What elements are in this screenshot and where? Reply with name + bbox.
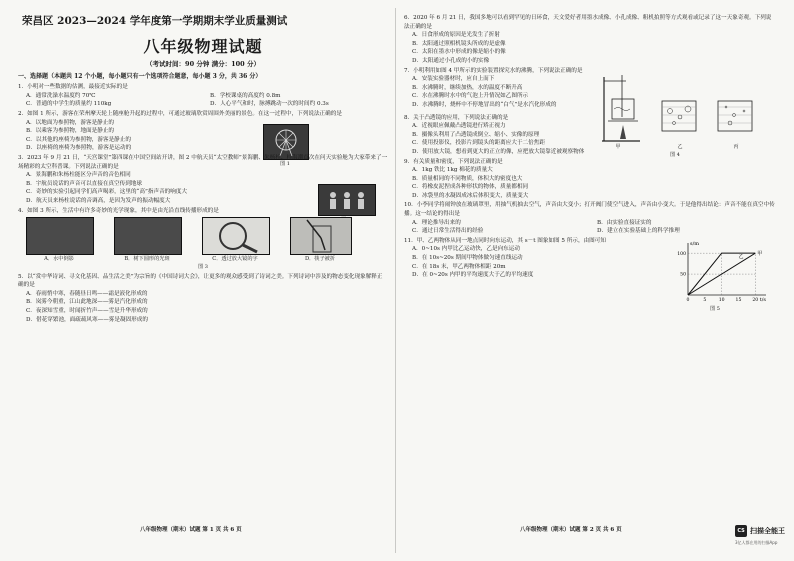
st-graph bbox=[672, 241, 772, 305]
exam-title: 荣昌区 2023—2024 学年度第一学期期末学业质量测试 bbox=[22, 15, 288, 27]
question-5 bbox=[18, 273, 388, 325]
option-b: B．以乘客为参照物，地面是静止的 bbox=[26, 128, 115, 135]
option-a: A．0~10s 内甲比乙运动快，乙是向东运动 bbox=[412, 246, 520, 253]
question-11 bbox=[404, 237, 776, 312]
question-stem: 9．有关质量和密度，下列说法正确的是 bbox=[404, 158, 503, 165]
astronauts-icon bbox=[323, 188, 371, 212]
option-b: B．在 10s~20s 期间甲物体做匀速直线运动 bbox=[412, 255, 523, 262]
camscanner-logo-icon: CS bbox=[735, 525, 747, 537]
option-b: B．由实验直接证实的 bbox=[597, 219, 652, 226]
y-tick-label: 50 bbox=[680, 272, 686, 278]
page-footer-2: 八年级物理（期末）试题 第 2 页 共 6 页 bbox=[520, 527, 622, 533]
question-stem: 11．甲、乙两物体从同一地点同时向东运动，其 s－t 图象如图 5 所示，由图可知 bbox=[404, 237, 606, 244]
figure-caption: 图 3 bbox=[198, 264, 208, 271]
option-b: B．宇航员说话的声音可以直接在真空传到地球 bbox=[26, 180, 142, 187]
x-tick-label: 0 bbox=[686, 297, 690, 303]
option-a: A．景海鹏和朱杨柱能区分声音的音色相同 bbox=[26, 172, 131, 179]
option-d: D．使用放大镜，想看到更大的正立的像，应把放大镜靠近被观察物体 bbox=[412, 148, 585, 155]
figure-caption: 图 1 bbox=[280, 160, 290, 167]
option-a: A．理论推导出来的 bbox=[412, 219, 461, 226]
option-c: C．奇妙的实验引起同学们高声喝彩，这里的“高”指声音的响度大 bbox=[26, 189, 188, 196]
option-a: A．安装实验器材时，应自上而下 bbox=[412, 76, 495, 83]
exam-subtitle: 八年级物理试题 bbox=[143, 37, 263, 56]
option-c: C．使用投影仪，投影片到镜头的距离应大于二倍焦距 bbox=[412, 140, 545, 147]
question-10 bbox=[404, 201, 776, 235]
option-b: B．水沸腾时，继续加热，水的温度不断升高 bbox=[412, 84, 523, 91]
option-d: D．在 0~20s 内甲的平均速度大于乙的平均速度 bbox=[412, 272, 534, 279]
photo-row bbox=[26, 217, 388, 263]
water-reflection-photo bbox=[26, 217, 94, 255]
option-c: C．以其他的座椅为参照物，游客是静止的 bbox=[26, 136, 131, 143]
magnifier-photo bbox=[202, 217, 270, 255]
option-b: B．岚雾今朝重，江山此地深——雾是汽化形成的 bbox=[26, 299, 148, 306]
x-tick-label: 15 bbox=[735, 297, 742, 303]
option-d: D．冰袋里的水凝固成冰后体积变大，质量变大 bbox=[412, 192, 529, 199]
option-a: A．水中倒影 bbox=[44, 256, 74, 263]
question-stem: 1．小明对一些数据的估测，最接近实际的是 bbox=[18, 84, 128, 91]
exam-page-2 bbox=[404, 14, 776, 514]
question-4 bbox=[18, 207, 388, 272]
option-c: C．夜深知雪重，时闻折竹声——雪是升华形成的 bbox=[26, 308, 148, 315]
question-stem: 4．如图 3 所示，生活中有许多奇妙的光学现象，其中是由光沿直线传播形成的是 bbox=[18, 207, 219, 214]
option-c: C．透过放大镜的字 bbox=[212, 256, 258, 263]
question-stem: 10．小李同学将闹钟放在玻璃罩里，用抽气机抽去空气，声音由大变小；打开阀门使空气进入，声音由小变大。于是他得出结论：声音不能在真空中传播。这一结论的得出是 bbox=[404, 202, 775, 218]
option-d: D．人心平气和时，脉搏跳动一次的时间约 0.3s bbox=[210, 101, 329, 108]
figure-caption: 图 5 bbox=[710, 305, 720, 312]
option-c: C．水在沸腾时水中的气泡上升情况如乙图所示 bbox=[412, 93, 529, 100]
y-axis-label: s/m bbox=[690, 240, 699, 247]
watermark-subtext: 3亿人都在用的扫描App bbox=[735, 540, 778, 545]
option-b: B．太阳通过照相机镜头所成的是虚像 bbox=[412, 40, 506, 47]
astronauts-photo bbox=[318, 184, 376, 216]
y-tick-label: 100 bbox=[677, 251, 686, 257]
question-stem: 7．小明利用如图 4 甲所示的实验装置探究水的沸腾，下列说法正确的是 bbox=[404, 67, 583, 74]
option-c: C．通过日常生活得出的经验 bbox=[412, 228, 484, 235]
option-c: C．将橡皮泥捏成各种形状的物体，质量都相同 bbox=[412, 184, 529, 191]
question-stem: 6．2020 年 6 月 21 日，我国多地可以看到罕见的日环食，天文爱好者用墨水成像、小孔成像、粗机拍照等方式观看或记录了这一天象奇观。下列说法正确的是 bbox=[404, 15, 772, 30]
option-a: A．1kg 铁比 1kg 棉花的质量大 bbox=[412, 167, 493, 174]
option-a: A．日食形成的原因是光发生了折射 bbox=[412, 32, 500, 39]
option-c: C．在 18s 末，甲乙两物体相距 20m bbox=[412, 263, 506, 270]
x-axis-label: t/s bbox=[759, 296, 766, 303]
x-tick-label: 5 bbox=[703, 297, 707, 303]
watermark-text: 扫描全能王 bbox=[750, 527, 785, 535]
series-label-0: 甲 bbox=[757, 251, 763, 258]
x-tick-label: 10 bbox=[718, 297, 725, 303]
option-c: C．普通的中学生的质量约 110kg bbox=[26, 101, 112, 108]
magnifier-icon bbox=[203, 218, 269, 254]
option-d: D．航天员来杨柱说话的音调高，是因为发声的振动幅度大 bbox=[26, 197, 171, 204]
question-1 bbox=[18, 83, 388, 109]
option-d: D．水沸腾时，烧杯中不停地冒出的“白气”是水汽化形成的 bbox=[412, 101, 557, 108]
figure-label-yi: 乙 bbox=[677, 143, 683, 150]
bent-chopsticks-photo bbox=[290, 217, 352, 255]
option-a: A．近视眼应佩戴凸透镜进行矫正视力 bbox=[412, 123, 506, 130]
option-d: D．以座椅的座椅为参照物，游客是运动的 bbox=[26, 145, 132, 152]
option-b: B．树下圆形的光斑 bbox=[124, 256, 170, 263]
series-label-1: 乙 bbox=[738, 254, 744, 261]
exam-page-1 bbox=[18, 14, 388, 514]
figure-label-bing: 丙 bbox=[733, 143, 739, 150]
question-stem: 3．2023 年 9 月 21 日，“天宫课堂”第四课在中国空间站开讲，图 2 中航天员“太空教师”景海鹏、朱杨柱、桂海潮首次在问天实验舱为大家带来了一场精彩的太空科普课。下列说法正确的是 bbox=[18, 154, 388, 170]
option-a: A．通常洗澡水温度约 70℃ bbox=[26, 92, 96, 99]
x-tick-label: 20 bbox=[752, 297, 759, 303]
option-a: A．春雨悄中寒，春随昼日鸣——霜是液化形成的 bbox=[26, 290, 148, 297]
page-footer-1: 八年级物理（期末）试题 第 1 页 共 6 页 bbox=[140, 527, 242, 533]
scanner-watermark bbox=[735, 525, 785, 537]
question-6 bbox=[404, 14, 776, 66]
question-stem: 2．如图 1 所示，游客在荣州摩天轮上随座舱升起的过程中，可通过玻璃欣赏周围外美丽的景色。在这一过程中，下列说法正确的是 bbox=[18, 110, 342, 117]
option-d: D．太阳通过小孔成的小的实像 bbox=[412, 57, 490, 64]
exam-meta: （考试时间：90 分钟 满分：100 分） bbox=[146, 60, 260, 68]
option-b: B．学校课桌的高度约 0.8m bbox=[210, 92, 281, 99]
question-stem: 8．关于凸透镜的应用，下列说法正确的是 bbox=[404, 114, 509, 121]
tree-light-spots-photo bbox=[114, 217, 182, 255]
question-stem: 5．以“赏中华诗词、寻文化基因、品生活之美”为宗旨的《中国诗词大会》，让更多的观众感受到了诗词之美。下列诗词中涉及的物态变化现象解释正确的是 bbox=[18, 273, 383, 289]
option-c: C．太阳在墨水中形成的像是缩小的像 bbox=[412, 49, 506, 56]
figure-caption: 图 4 bbox=[670, 151, 680, 158]
question-3 bbox=[18, 154, 388, 206]
option-b: B．质量相同的不同物质，体积大的密度也大 bbox=[412, 175, 523, 182]
option-a: A．以地面为参照物，游客是静止的 bbox=[26, 119, 114, 126]
section-heading: 一、选择题（本题共 12 个小题，每小题只有一个选项符合题意，每小题 3 分，共 36 分） bbox=[18, 72, 262, 80]
option-d: D．借花穿繁池，面疏疏风寒——雾是凝固形成的 bbox=[26, 316, 148, 323]
option-d: D．建立在实验基础上的科学推理 bbox=[597, 228, 680, 235]
figure-label-jia: 甲 bbox=[615, 143, 621, 150]
ferris-wheel-icon bbox=[271, 127, 301, 157]
chopsticks-icon bbox=[291, 218, 351, 254]
option-b: B．摄像头利用了凸透镜成倒立、缩小、实像的原理 bbox=[412, 131, 540, 138]
page-divider bbox=[395, 8, 396, 553]
question-9 bbox=[404, 158, 776, 201]
option-d: D．筷子被折 bbox=[304, 256, 336, 263]
boiling-apparatus-figure bbox=[600, 71, 776, 151]
